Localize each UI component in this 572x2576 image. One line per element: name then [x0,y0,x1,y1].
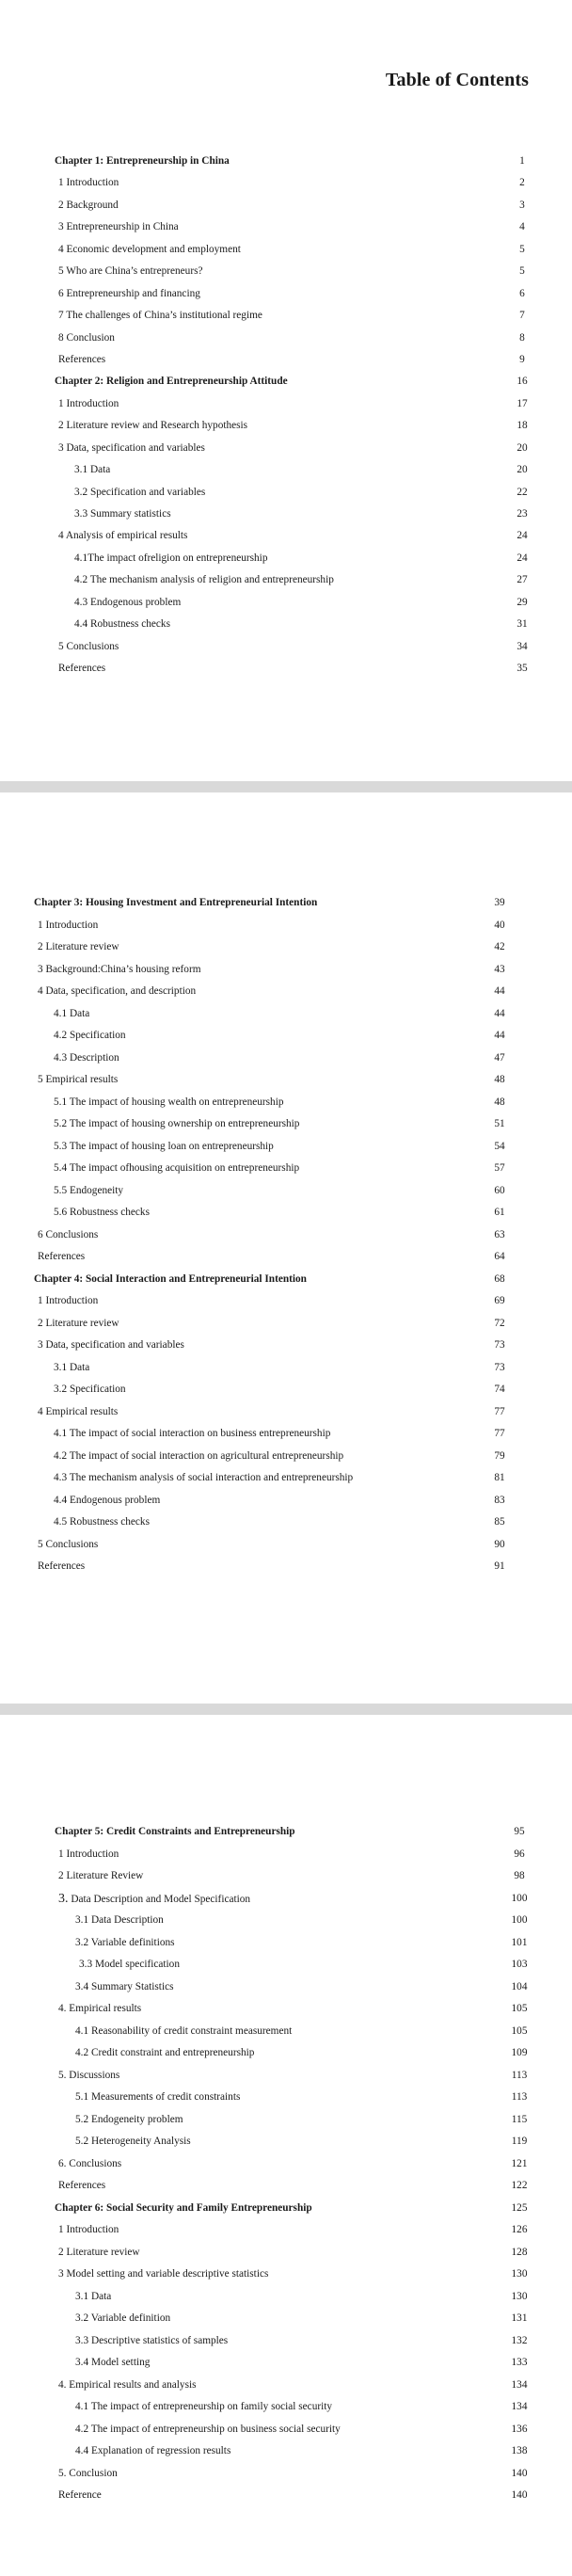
toc-entry[interactable] [0,2065,572,2088]
toc-entry-title: 1 Introduction [58,2224,119,2235]
toc-page-number: 42 [494,941,505,952]
toc-entry-title: 4. Empirical results and analysis [58,2378,197,2391]
toc-page-number: 20 [516,441,528,454]
toc-entry[interactable] [0,658,572,680]
toc-entry-title: 6. Conclusions [58,2157,122,2169]
toc-entry[interactable] [0,1158,572,1180]
toc-entry[interactable] [0,1092,572,1114]
toc-entry-title: 2 Literature review [38,1317,119,1329]
toc-entry[interactable] [0,1357,572,1380]
toc-entry-title: 4.2 The impact of social interaction on agricultural entrepreneurship [54,1449,344,1462]
toc-entry-title: 5.3 The impact of housing loan on entrepreneurship [54,1140,274,1152]
toc-entry[interactable] [0,1490,572,1512]
toc-entry[interactable] [0,1246,572,1269]
toc-page-1 [0,0,572,781]
toc-entry-text: Data Description and Model Specification [71,1893,251,1905]
toc-entry-title: 4 Economic development and employment [58,243,241,255]
toc-entry-title: 3.2 Specification and variables [74,486,206,498]
toc-entry[interactable] [0,1954,572,1976]
toc-entry[interactable] [0,2175,572,2198]
toc-page-number: 44 [494,1030,505,1041]
toc-page-number: 101 [511,1936,528,1948]
toc-page-number: 23 [516,508,528,520]
toc-entry[interactable] [0,548,572,569]
toc-page-number: 72 [494,1317,505,1329]
toc-page-number: 60 [494,1184,505,1196]
toc-entry-title: References [38,1560,86,1572]
toc-entry-title: 3 Background:China’s housing reform [38,963,201,975]
toc-page-number: 73 [494,1361,505,1373]
toc-entry[interactable] [0,482,572,504]
toc-entry[interactable] [0,2352,572,2375]
toc-page-number: 5 [519,243,525,255]
toc-entry-title: 5 Conclusions [38,1538,99,1550]
toc-page-3 [0,1715,572,2576]
toc-page-number: 96 [514,1848,525,1860]
toc-entry[interactable] [0,2440,572,2463]
toc-entry[interactable] [0,936,572,959]
toc-entry[interactable] [0,1335,572,1357]
toc-entry-title: 6 Entrepreneurship and financing [58,287,200,299]
toc-page-number: 57 [494,1162,505,1174]
toc-entry-title: 5.1 Measurements of credit constraints [75,2091,241,2103]
toc-page-number: 115 [511,2113,528,2125]
toc-entry-title: Chapter 4: Social Interaction and Entrepreneurial Intention [34,1272,307,1285]
toc-page-number: 109 [511,2047,528,2058]
toc-page-number: 132 [511,2334,528,2346]
toc-entry-title: 2 Literature review [38,941,119,952]
toc-entry[interactable] [0,1202,572,1224]
toc-page-number: 104 [511,1980,528,1992]
toc-page-number: 131 [511,2312,528,2324]
toc-entry-title: 1 Introduction [58,397,119,409]
toc-entry-title: 3.3 Descriptive statistics of samples [75,2334,229,2346]
toc-entry[interactable] [0,959,572,982]
toc-entry[interactable] [0,438,572,459]
toc-page-number: 83 [494,1494,505,1506]
toc-entry[interactable] [0,459,572,481]
toc-entry[interactable] [0,1446,572,1468]
toc-entry-title: 5 Empirical results [38,1074,119,1085]
toc-entry-title: Chapter 3: Housing Investment and Entrepreneurial Intention [34,897,318,908]
toc-entry-title: 5.2 Heterogeneity Analysis [75,2136,191,2147]
toc-page-number: 140 [511,2489,528,2501]
toc-entry[interactable] [0,1136,572,1159]
toc-entry[interactable] [0,592,572,614]
toc-page-number: 39 [494,897,505,908]
toc-page-number: 4 [519,221,525,233]
toc-page-number: 73 [494,1339,505,1351]
toc-entry[interactable] [0,2087,572,2109]
toc-entry-title: 3.2 Specification [54,1384,126,1395]
toc-page-2 [0,792,572,1704]
toc-entry-title: 3 Data, specification and variables [58,441,205,454]
toc-entry-title: 5. Conclusion [58,2467,118,2479]
toc-entry[interactable] [0,2419,572,2441]
toc-page-number: 48 [494,1074,505,1085]
toc-page-number: 29 [516,596,528,608]
toc-entry-title: 3.2 Variable definition [75,2312,171,2324]
toc-page-number: 63 [494,1228,505,1240]
toc-page-number: 122 [511,2180,528,2191]
toc-entry[interactable] [0,1467,572,1490]
toc-entry[interactable] [0,2330,572,2353]
toc-page-number: 98 [514,1870,525,1881]
toc-chapter-entry[interactable] [0,151,572,172]
toc-list [0,1821,572,2507]
toc-page-number: 48 [494,1096,505,1108]
toc-entry[interactable] [0,1556,572,1578]
toc-entry[interactable] [0,1003,572,1026]
toc-entry-title: 4.3 Endogenous problem [74,596,182,608]
toc-entry[interactable] [0,2375,572,2397]
toc-entry[interactable] [0,915,572,937]
toc-entry[interactable] [0,1932,572,1955]
toc-page-number: 1 [519,155,525,167]
toc-entry-title: 4 Empirical results [38,1405,119,1417]
toc-entry-title: 5.2 The impact of housing ownership on entrepreneurship [54,1118,300,1129]
toc-page-number: 24 [516,552,528,564]
toc-entry[interactable] [0,1180,572,1203]
toc-entry-title: 1 Introduction [38,1295,99,1306]
toc-entry-title: 4.4 Explanation of regression results [75,2445,231,2456]
toc-entry-title: 4.5 Robustness checks [54,1516,150,1528]
toc-entry-title: 3.1 Data Description [75,1914,164,1926]
toc-page-number: 61 [494,1207,505,1218]
toc-entry-title: 4.1 Data [54,1007,90,1019]
toc-entry[interactable] [0,1865,572,1888]
toc-page-number: 7 [519,310,525,322]
toc-page-number: 90 [494,1538,505,1550]
toc-entry[interactable] [0,2308,572,2330]
toc-page-number: 54 [494,1140,505,1152]
toc-entry-title: 4.2 The mechanism analysis of religion and entrepreneurship [74,574,334,586]
toc-entry[interactable] [0,1113,572,1136]
toc-entry-title: References [58,2180,106,2191]
toc-page-number: 95 [514,1826,525,1837]
toc-entry-title: 5 Who are China’s entrepreneurs? [58,265,203,278]
toc-entry[interactable] [0,1910,572,1932]
toc-page-number: 119 [511,2136,528,2147]
toc-entry-title: 4.1 The impact of entrepreneurship on family social security [75,2401,333,2412]
toc-entry-title: 3 Data, specification and variables [38,1339,184,1351]
toc-entry[interactable] [0,636,572,658]
toc-page-number: 138 [511,2445,528,2456]
toc-page-number: 35 [516,663,528,675]
toc-page-number: 126 [511,2224,528,2235]
toc-entry-title: 5.1 The impact of housing wealth on entrepreneurship [54,1096,284,1108]
toc-chapter-entry[interactable] [0,1269,572,1291]
toc-page-number: 17 [516,397,528,409]
toc-entry-title: 4.2 The impact of entrepreneurship on business social security [75,2423,341,2435]
toc-entry[interactable] [0,2042,572,2065]
toc-entry-title: Reference [58,2489,102,2501]
toc-page-number: 40 [494,919,505,931]
toc-entry-title: 1 Introduction [58,177,119,189]
toc-page-number: 9 [519,353,525,365]
toc-entry-title: 3.3 Summary statistics [74,508,171,520]
toc-chapter-entry[interactable] [0,892,572,915]
toc-entry[interactable] [0,195,572,216]
toc-page-number: 68 [494,1272,505,1285]
toc-page-number: 43 [494,963,505,975]
toc-entry[interactable] [0,1976,572,1999]
toc-entry[interactable] [0,2286,572,2309]
toc-page-number: 27 [516,574,528,586]
toc-entry[interactable] [0,1998,572,2021]
toc-entry[interactable] [0,2396,572,2419]
toc-entry-title: 4.4 Robustness checks [74,618,170,631]
toc-entry-title: 5. Discussions [58,2069,120,2081]
toc-page-number: 136 [511,2423,528,2435]
toc-entry[interactable] [0,525,572,547]
toc-page-number: 77 [494,1405,505,1417]
toc-entry[interactable] [0,1224,572,1247]
toc-entry-title: 4.3 Description [54,1051,119,1064]
toc-page-number: 16 [516,376,528,388]
toc-entry[interactable] [0,261,572,282]
toc-entry-title: 3.1 Data [54,1361,90,1373]
toc-page-number: 5 [519,265,525,278]
toc-page-number: 22 [516,486,528,498]
toc-entry[interactable] [0,328,572,349]
toc-entry-title: 3.1 Data [74,464,111,476]
toc-page-number: 100 [511,1892,528,1904]
toc-entry-title: 1 Introduction [38,919,99,931]
toc-entry[interactable] [0,1512,572,1534]
toc-entry[interactable] [0,172,572,194]
toc-page-number: 100 [511,1914,528,1926]
toc-entry[interactable] [0,504,572,525]
toc-page-number: 51 [494,1118,505,1129]
toc-entry-title: 3.4 Model setting [75,2357,151,2368]
toc-page-number: 133 [511,2357,528,2368]
toc-entry[interactable] [0,1313,572,1336]
toc-entry[interactable] [0,2131,572,2153]
toc-page-number: 81 [494,1472,505,1483]
toc-entry[interactable] [0,2485,572,2507]
toc-entry-title: 5.4 The impact ofhousing acquisition on entrepreneurship [54,1162,300,1174]
toc-entry-title: 4.4 Endogenous problem [54,1494,161,1506]
toc-chapter-entry[interactable] [0,1821,572,1844]
toc-entry-title: 2 Literature review [58,2246,140,2258]
toc-entry-title: 8 Conclusion [58,331,115,344]
toc-entry-title: 2 Literature review and Research hypothesis [58,420,248,432]
toc-entry-title: 5 Conclusions [58,640,119,652]
toc-entry-title: 4.1 The impact of social interaction on business entrepreneurship [54,1428,331,1439]
toc-entry-title: 5.6 Robustness checks [54,1207,150,1218]
toc-entry-title: 5.2 Endogeneity problem [75,2113,183,2125]
toc-entry-title [58,1888,250,1912]
toc-entry-title: 3.3 Model specification [79,1959,180,1970]
toc-entry[interactable] [0,569,572,591]
toc-page-number: 113 [511,2091,528,2103]
toc-entry-title: 4.1The impact ofreligion on entrepreneurship [74,552,268,564]
toc-entry-title: 6 Conclusions [38,1228,99,1240]
toc-chapter-entry[interactable] [0,2198,572,2220]
toc-page-number: 47 [494,1051,505,1064]
toc-page-number: 18 [516,420,528,432]
toc-page-number: 24 [516,530,528,542]
toc-page-number: 91 [494,1560,505,1572]
toc-page-number: 130 [511,2268,528,2280]
toc-page-number: 8 [519,331,525,344]
toc-page-number: 69 [494,1295,505,1306]
toc-page-number: 74 [494,1384,505,1395]
toc-entry[interactable] [0,216,572,238]
toc-entry-title: 1 Introduction [58,1848,119,1860]
toc-page-number: 6 [519,287,525,299]
toc-entry[interactable] [0,239,572,261]
toc-entry[interactable] [0,349,572,371]
toc-entry-title: Chapter 1: Entrepreneurship in China [55,155,230,167]
toc-entry[interactable] [0,1844,572,1866]
toc-entry-title: 4 Analysis of empirical results [58,530,188,542]
toc-page-number: 2 [519,177,525,189]
toc-page-number: 103 [511,1959,528,1970]
toc-entry-title: Chapter 5: Credit Constraints and Entrepreneurship [55,1826,295,1837]
toc-entry-title: 3 Entrepreneurship in China [58,221,179,233]
toc-page-number: 130 [511,2290,528,2302]
toc-page-number: 44 [494,1007,505,1019]
toc-list [0,892,572,1578]
toc-entry-title: 4.3 The mechanism analysis of social interaction and entrepreneurship [54,1472,354,1483]
toc-entry-title: 4 Data, specification, and description [38,985,197,997]
toc-list [0,151,572,680]
toc-entry[interactable] [0,2463,572,2486]
toc-entry-title: 4. Empirical results [58,2003,142,2014]
toc-entry[interactable] [0,2109,572,2132]
toc-page-number: 134 [511,2401,528,2412]
toc-page-number: 128 [511,2246,528,2258]
toc-entry-title: 2 Literature Review [58,1870,144,1881]
toc-page-number: 121 [511,2157,528,2169]
toc-page-number: 134 [511,2378,528,2391]
toc-entry-title: References [38,1251,86,1262]
toc-page-number: 31 [516,618,528,631]
toc-page-number: 140 [511,2467,528,2479]
toc-page-number: 44 [494,985,505,997]
toc-entry-title: 5.5 Endogeneity [54,1184,124,1196]
toc-entry-title: 3.2 Variable definitions [75,1936,175,1948]
toc-entry-title: Chapter 6: Social Security and Family Entrepreneurship [55,2201,312,2214]
toc-entry[interactable] [0,2242,572,2264]
toc-page-number: 77 [494,1428,505,1439]
toc-page-number: 64 [494,1251,505,1262]
toc-entry[interactable] [0,981,572,1003]
toc-entry[interactable] [0,2264,572,2286]
toc-page-number: 20 [516,464,528,476]
toc-entry[interactable] [0,1290,572,1313]
toc-entry[interactable] [0,1025,572,1048]
toc-entry[interactable] [0,1069,572,1092]
toc-entry[interactable] [0,1423,572,1446]
toc-page-number: 105 [511,2003,528,2014]
toc-entry-title: 2 Background [58,199,119,211]
toc-page-number: 3 [519,199,525,211]
toc-entry[interactable] [0,1048,572,1070]
toc-entry[interactable] [0,1534,572,1557]
toc-title: Table of Contents [385,70,529,90]
toc-entry[interactable] [0,614,572,635]
toc-entry-title: 3.1 Data [75,2290,112,2302]
toc-entry[interactable] [0,1888,572,1911]
toc-entry-title: Chapter 2: Religion and Entrepreneurship Attitude [55,376,288,388]
toc-entry[interactable] [0,2153,572,2176]
toc-entry[interactable] [0,305,572,327]
toc-entry[interactable] [0,415,572,437]
toc-entry[interactable] [0,1401,572,1424]
toc-page-number: 105 [511,2024,528,2037]
toc-entry[interactable] [0,2219,572,2242]
toc-page-number: 79 [494,1449,505,1462]
toc-entry[interactable] [0,2021,572,2043]
toc-page-number: 125 [511,2201,528,2214]
toc-entry-title: 4.2 Specification [54,1030,126,1041]
toc-entry-title: 7 The challenges of China’s institutional regime [58,310,262,322]
toc-entry[interactable] [0,1379,572,1401]
toc-chapter-entry[interactable] [0,371,572,392]
toc-entry-number: 3. [58,1891,69,1906]
toc-page-number: 85 [494,1516,505,1528]
toc-entry-title: 4.1 Reasonability of credit constraint measurement [75,2024,293,2037]
toc-entry-title: 4.2 Credit constraint and entrepreneurship [75,2047,255,2058]
toc-entry-title: References [58,353,106,365]
toc-entry-title: 3 Model setting and variable descriptive statistics [58,2268,269,2280]
toc-entry[interactable] [0,283,572,305]
toc-page-number: 34 [516,640,528,652]
toc-page-number: 113 [511,2069,528,2081]
toc-entry-title: References [58,663,106,675]
toc-entry[interactable] [0,393,572,415]
toc-entry-title: 3.4 Summary Statistics [75,1980,174,1992]
